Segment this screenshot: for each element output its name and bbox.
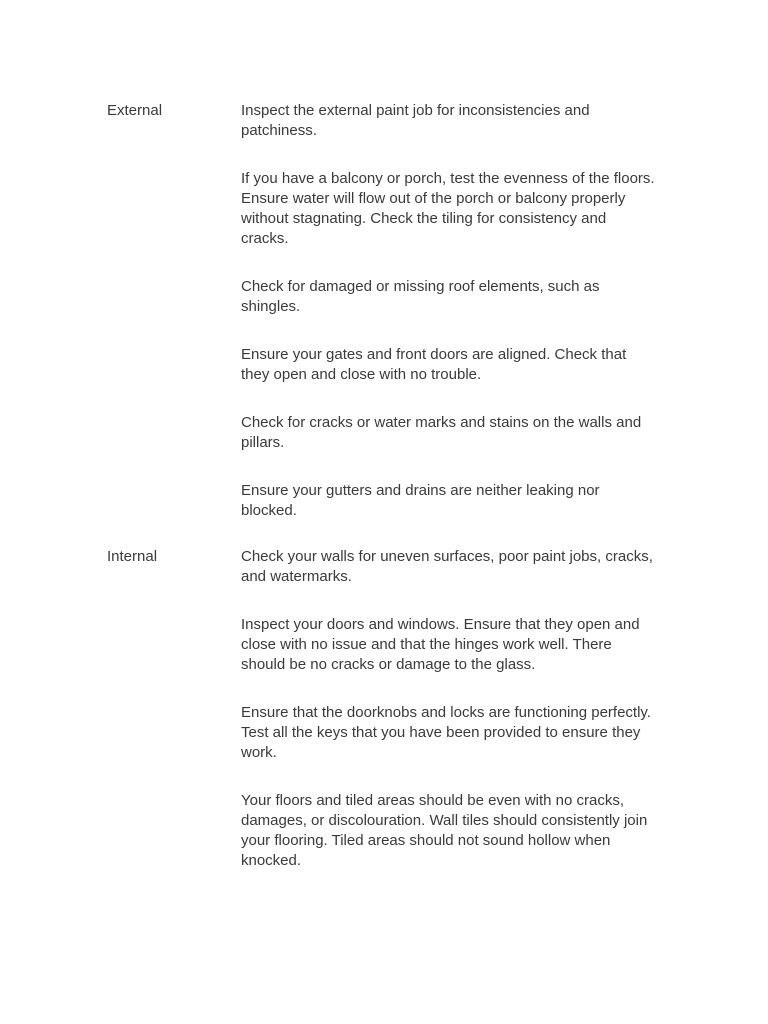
checklist-item: Ensure that the doorknobs and locks are functioning perfectly. Test all the keys that you have been provided to ensure they work. — [241, 704, 651, 761]
checklist-item: Check for damaged or missing roof elements, such as shingles. — [241, 278, 600, 315]
checklist-item: Inspect your doors and windows. Ensure that they open and close with no issue and that the hinges work well. There should be no cracks or damage to the glass. — [241, 616, 640, 673]
external-checklist — [241, 101, 655, 549]
internal-checklist — [241, 547, 655, 899]
checklist-item: Ensure your gutters and drains are neither leaking nor blocked. — [241, 482, 600, 519]
checklist-item: Check for cracks or water marks and stains on the walls and pillars. — [241, 414, 642, 451]
section-label-external: External — [107, 102, 163, 119]
checklist-item: Inspect the external paint job for inconsistencies and patchiness. — [241, 102, 590, 139]
checklist-item: Check your walls for uneven surfaces, poor paint jobs, cracks, and watermarks. — [241, 548, 653, 585]
checklist-item: Ensure your gates and front doors are aligned. Check that they open and close with no trouble. — [241, 346, 627, 383]
checklist-item: Your floors and tiled areas should be even with no cracks, damages, or discolouration. Wall tiles should consistently join your flooring. Tiled areas should not sound hollow when knocked. — [241, 792, 648, 869]
checklist-item: If you have a balcony or porch, test the evenness of the floors. Ensure water will flow out of the porch or balcony properly without stagnating. Check the tiling for consistency and cracks. — [241, 170, 655, 247]
section-label-internal: Internal — [107, 548, 158, 565]
